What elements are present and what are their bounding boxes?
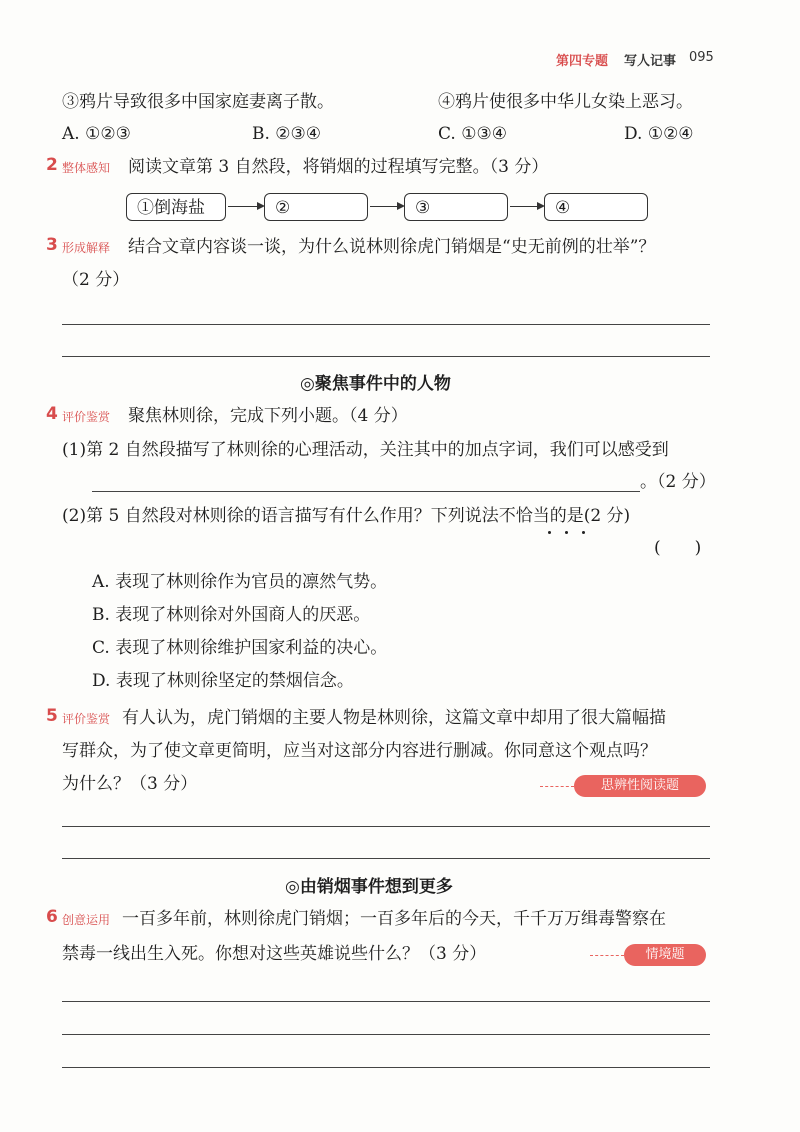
question-5-number: 5 (46, 706, 58, 726)
question-6-tag: 创意运用 (62, 913, 111, 927)
process-step-4-blank[interactable]: ④ (544, 193, 648, 221)
question-6-number: 6 (46, 907, 58, 927)
question-5-line2: 写群众，为了使文章更简明，应当对这部分内容进行删减。你同意这个观点吗？ (62, 741, 657, 761)
question-3-points: （2 分） (62, 270, 130, 290)
sub2-before: (2)第 5 自然段对林则徐的语言描写有什么作用？下列说法 (62, 506, 499, 526)
arrow-icon (510, 206, 543, 207)
question-6-line2: 禁毒一线出生入死。你想对这些英雄说些什么？（3 分） (62, 944, 487, 964)
question-5-line1: 有人认为，虎门销烟的主要人物是林则徐，这篇文章中却用了很大篇幅描 (122, 708, 666, 728)
question-4-sub1: (1)第 2 自然段描写了林则徐的心理活动，关注其中的加点字词，我们可以感受到 (62, 440, 669, 460)
arrow-icon (228, 206, 263, 207)
page-number: 095 (689, 50, 714, 65)
question-4-number: 4 (46, 404, 58, 424)
question-6-line1: 一百多年前，林则徐虎门销烟；一百多年后的今天，千千万万缉毒警察在 (122, 909, 666, 929)
emphasized-words: 不恰当 (498, 506, 550, 526)
option-c: C. ①③④ (438, 124, 507, 144)
option-d: D. ①②④ (624, 124, 694, 144)
answer-line[interactable] (62, 356, 710, 357)
statement-3: ③鸦片导致很多中国家庭妻离子散。 (62, 92, 334, 112)
scenario-badge: 情境题 (624, 944, 706, 966)
answer-line[interactable] (62, 826, 710, 827)
process-step-2-blank[interactable]: ② (264, 193, 368, 221)
q4-option-b: B. 表现了林则徐对外国商人的厌恶。 (92, 605, 371, 625)
question-2-number: 2 (46, 155, 58, 175)
header-title: 写人记事 (624, 54, 677, 69)
answer-blank[interactable] (92, 491, 640, 492)
critical-reading-badge: 思辨性阅读题 (574, 775, 706, 797)
question-4-text: 聚焦林则徐，完成下列小题。（4 分） (128, 406, 408, 426)
badge-leader (540, 786, 574, 787)
question-2-text: 阅读文章第 3 自然段，将销烟的过程填写完整。（3 分） (128, 157, 549, 177)
answer-line[interactable] (62, 1034, 710, 1035)
emphasis-dot (582, 531, 585, 534)
q4-option-d: D. 表现了林则徐坚定的禁烟信念。 (92, 671, 354, 691)
answer-parentheses[interactable]: ( ) (654, 538, 702, 558)
question-3-text: 结合文章内容谈一谈，为什么说林则徐虎门销烟是“史无前例的壮举”？ (128, 237, 656, 257)
q4-option-c: C. 表现了林则徐维护国家利益的决心。 (92, 638, 388, 658)
badge-leader (590, 955, 624, 956)
section-title-characters: ◎聚焦事件中的人物 (300, 374, 451, 394)
process-step-1: ①倒海盐 (126, 193, 226, 221)
question-2-tag: 整体感知 (62, 161, 111, 175)
answer-line[interactable] (62, 1001, 710, 1002)
question-5-line3: 为什么？（3 分） (62, 774, 198, 794)
q4-option-a: A. 表现了林则徐作为官员的凛然气势。 (92, 572, 388, 592)
question-4-sub1-end: 。（2 分） (640, 472, 716, 492)
sub2-after: 的是(2 分) (549, 506, 631, 526)
option-b: B. ②③④ (252, 124, 322, 144)
question-5-tag: 评价鉴赏 (62, 712, 111, 726)
answer-line[interactable] (62, 858, 710, 859)
option-a: A. ①②③ (62, 124, 131, 144)
question-3-number: 3 (46, 235, 58, 255)
arrow-icon (370, 206, 403, 207)
question-4-sub2 (62, 504, 630, 528)
answer-line[interactable] (62, 324, 710, 325)
process-step-3-blank[interactable]: ③ (404, 193, 508, 221)
question-3-tag: 形成解释 (62, 241, 111, 255)
statement-4: ④鸦片使很多中华儿女染上恶习。 (438, 92, 693, 112)
question-4-tag: 评价鉴赏 (62, 410, 111, 424)
header-section: 第四专题 (556, 54, 609, 69)
emphasis-dot (548, 531, 551, 534)
emphasis-dot (565, 531, 568, 534)
section-title-reflection: ◎由销烟事件想到更多 (285, 877, 453, 897)
answer-line[interactable] (62, 1067, 710, 1068)
